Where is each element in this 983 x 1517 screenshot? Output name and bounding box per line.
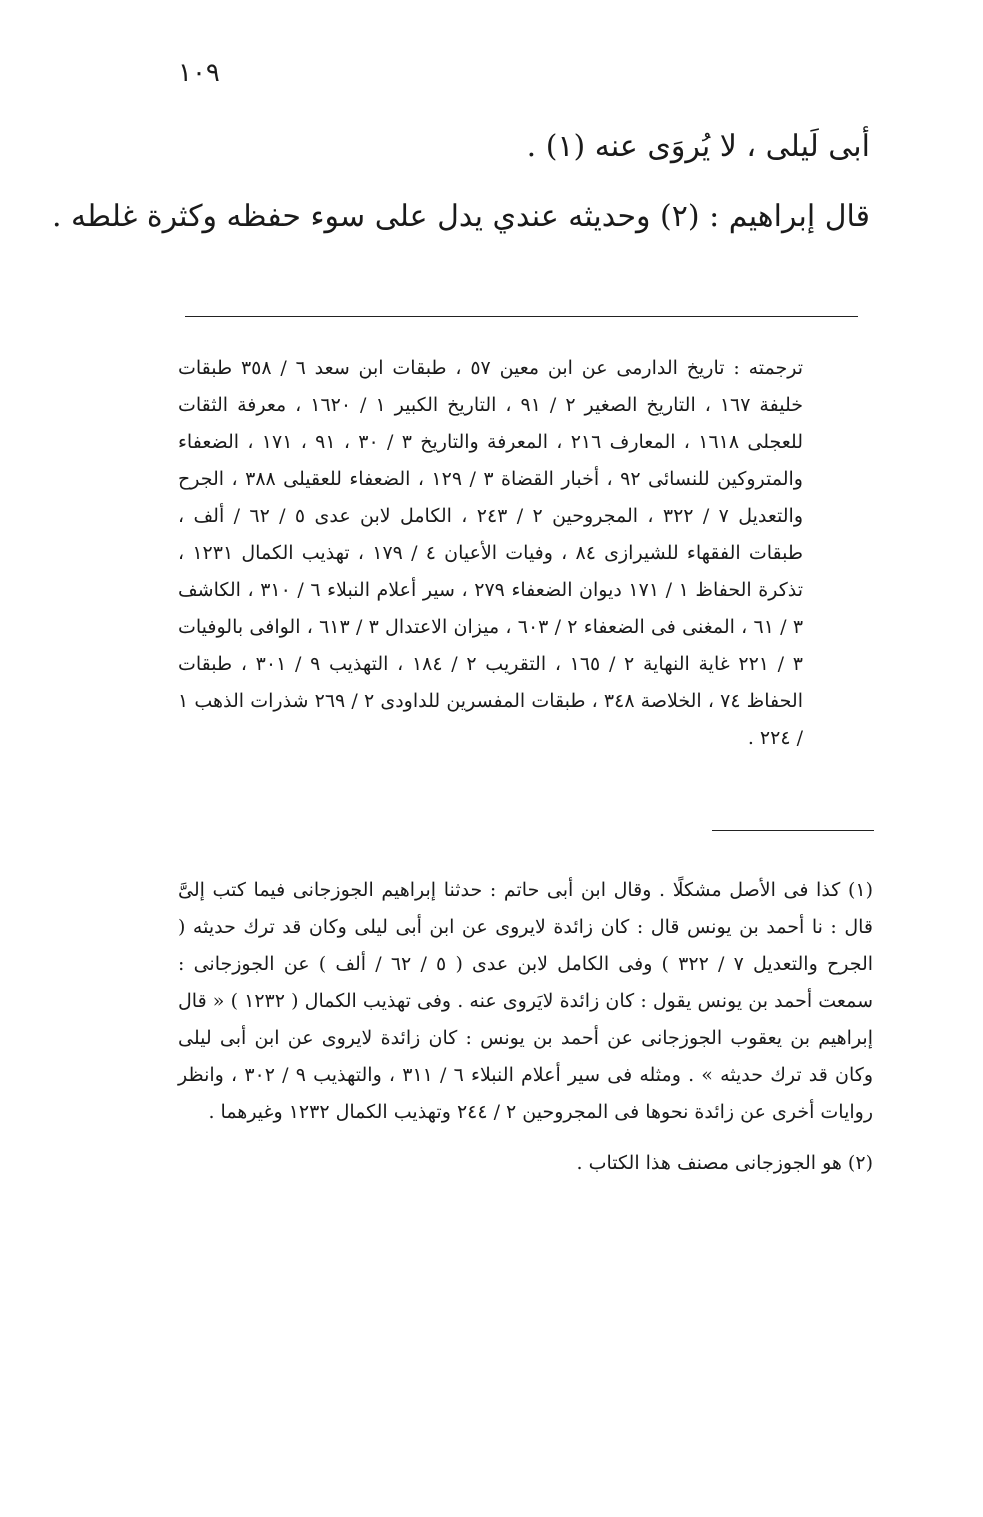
footnotes — [178, 872, 873, 1182]
translation-references: ترجمته : تاريخ الدارمى عن ابن معين ٥٧ ، طبقات ابن سعد ٦ / ٣٥٨ طبقات خليفة ١٦٧ ، التاريخ الصغير ٢ / ٩١ ، التاريخ الكبير ١ / ١٦٢٠ ، معرفة الثقات للعجلى ١٦١٨ ، المعارف ٢١٦ ، المعرفة والتاريخ ٣ / ٣٠ ، ٩١ ، ١٧١ ، الضعفاء والمتروكين للنسائى ٩٢ ، أخبار القضاة ٣ / ١٢٩ ، الضعفاء للعقيلى ٣٨٨ ، الجرح والتعديل ٧ / ٣٢٢ ، المجروحين ٢ / ٢٤٣ ، الكامل لابن عدى ٥ / ٦٢ / ألف ، طبقات الفقهاء للشيرازى ٨٤ ، وفيات الأعيان ٤ / ١٧٩ ، تهذيب الكمال ١٢٣١ ، تذكرة الحفاظ ١ / ١٧١ ديوان الضعفاء ٢٧٩ ، سير أعلام النبلاء ٦ / ٣١٠ ، الكاشف ٣ / ٦١ ، المغنى فى الضعفاء ٢ / ٦٠٣ ، ميزان الاعتدال ٣ / ٦١٣ ، الوافى بالوفيات ٣ / ٢٢١ غاية النهاية ٢ / ١٦٥ ، التقريب ٢ / ١٨٤ ، التهذيب ٩ / ٣٠١ ، طبقات الحفاظ ٧٤ ، الخلاصة ٣٤٨ ، طبقات المفسرين للداودى ٢ / ٢٦٩ شذرات الذهب ١ / ٢٢٤ . — [178, 357, 804, 749]
footnote-separator-short — [712, 830, 874, 831]
footnote-2: (٢) هو الجوزجانى مصنف هذا الكتاب . — [576, 1152, 873, 1174]
footnote-separator — [185, 316, 858, 317]
page-number: ١٠٩ — [178, 58, 220, 88]
main-text-line-2: قال إبراهيم : (٢) وحديثه عندي يدل على سوء حفظه وكثرة غلطه . — [51, 199, 870, 234]
footnote-1: (١) كذا فى الأصل مشكلًا . وقال ابن أبى حاتم : حدثنا إبراهيم الجوزجانى فيما كتب إلىَّ قال : نا أحمد بن يونس قال : كان زائدة لايروى عن ابن أبى ليلى وكان قد ترك حديثه ( الجرح والتعديل ٧ / ٣٢٢ ) وفى الكامل لابن عدى ( ٥ / ٦٢ / ألف ) عن الجوزجانى : سمعت أحمد بن يونس يقول : كان زائدة لايَروى عنه . وفى تهذيب الكمال ( ١٢٣٢ ) « قال إبراهيم بن يعقوب الجوزجانى عن أحمد بن يونس : كان زائدة لايروى عن ابن أبى ليلى وكان قد ترك حديثه » . ومثله فى سير أعلام النبلاء ٦ / ٣١١ ، والتهذيب ٩ / ٣٠٢ ، وانظر روايات أخرى عن زائدة نحوها فى المجروحين ٢ / ٢٤٤ وتهذيب الكمال ١٢٣٢ وغيرهما . — [178, 879, 874, 1123]
main-text-line-1: أبى لَيلى ، لا يُروَى عنه (١) . — [526, 129, 870, 164]
main-text — [51, 112, 870, 252]
